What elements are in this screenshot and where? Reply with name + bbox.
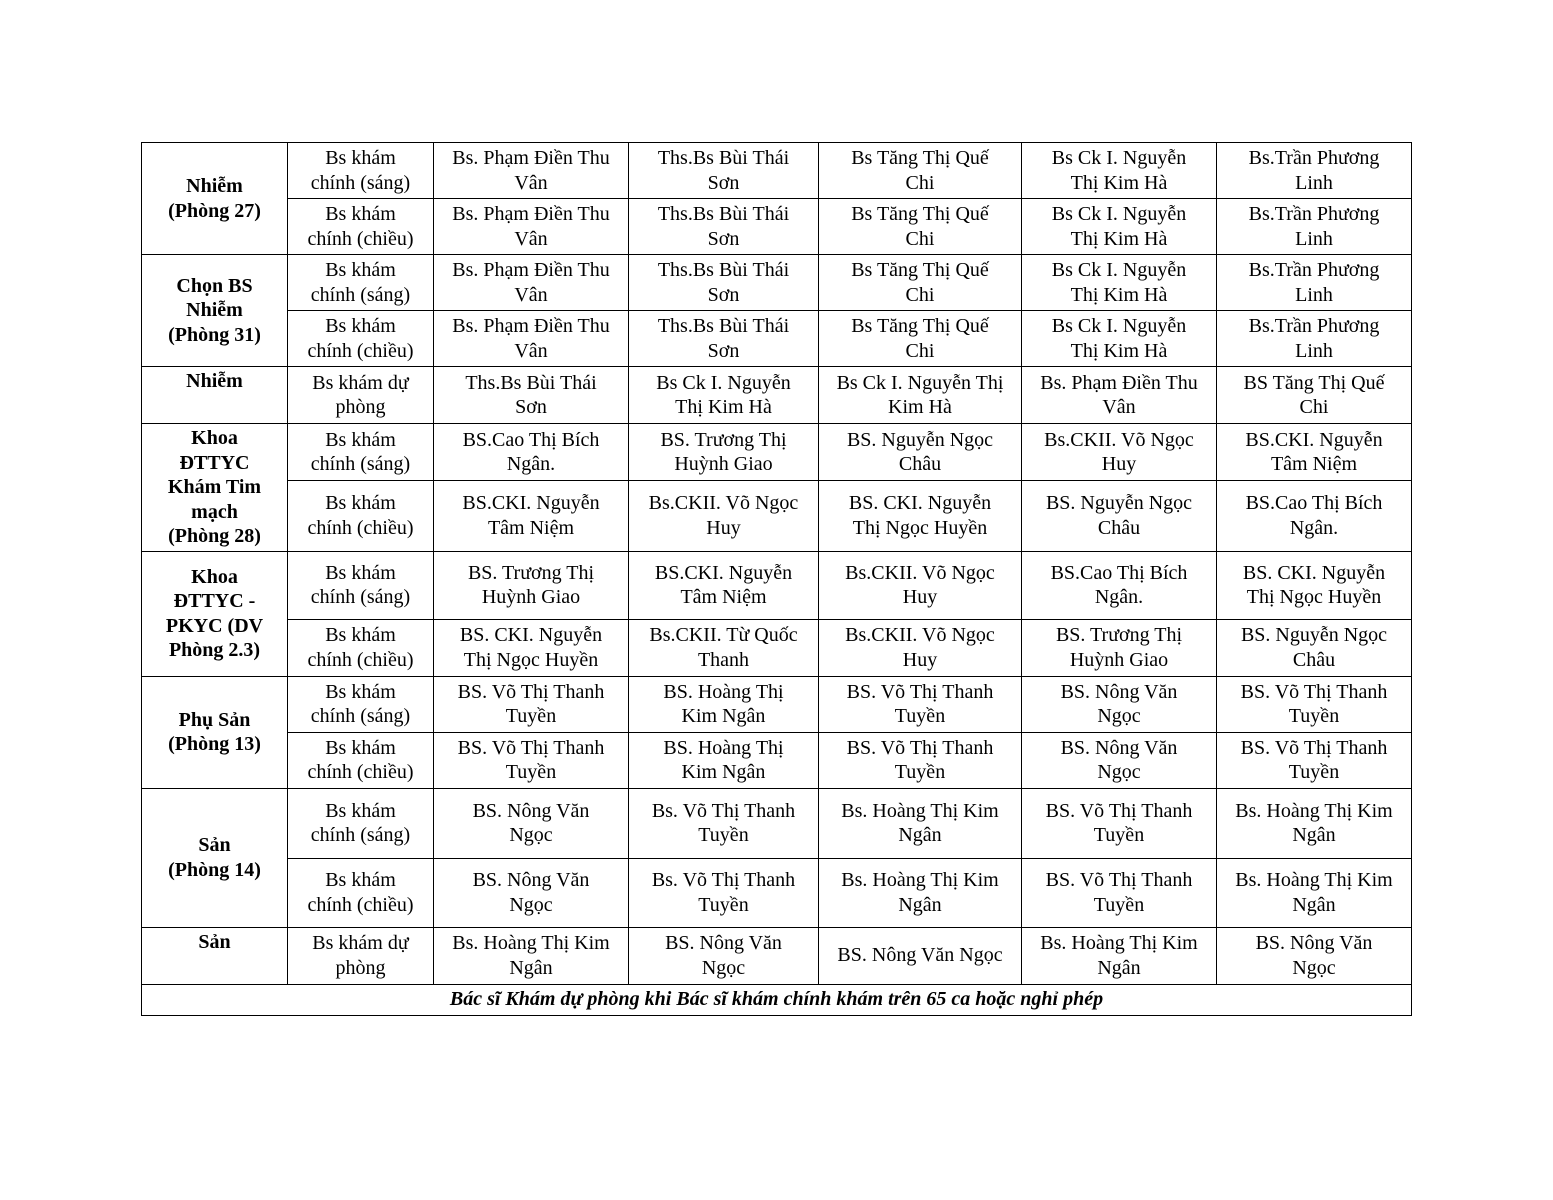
role-cell: Bs khám chính (chiều): [288, 732, 434, 788]
doctor-cell: Bs Ck I. Nguyễn Thị Kim Hà: [819, 367, 1022, 424]
doctor-cell: Bs Ck I. Nguyễn Thị Kim Hà: [1022, 199, 1217, 255]
doctor-cell: BS. Võ Thị Thanh Tuyền: [434, 676, 629, 732]
doctor-cell: Bs Tăng Thị Quế Chi: [819, 311, 1022, 367]
doctor-cell: BS. Võ Thị Thanh Tuyền: [819, 676, 1022, 732]
doctor-cell: Bs.CKII. Võ Ngọc Huy: [819, 551, 1022, 619]
doctor-cell: Bs. Hoàng Thị Kim Ngân: [1217, 858, 1412, 927]
doctor-cell: BS. Hoàng Thị Kim Ngân: [629, 676, 819, 732]
doctor-cell: BS.Cao Thị Bích Ngân.: [1022, 551, 1217, 619]
doctor-cell: BS. Nguyễn Ngọc Châu: [819, 424, 1022, 481]
department-cell: Sản: [142, 927, 288, 984]
doctor-cell: BS.CKI. Nguyễn Tâm Niệm: [434, 481, 629, 551]
doctor-cell: Bs Ck I. Nguyễn Thị Kim Hà: [629, 367, 819, 424]
table-row: [142, 732, 1412, 788]
doctor-cell: Bs.CKII. Võ Ngọc Huy: [1022, 424, 1217, 481]
role-cell: Bs khám chính (chiều): [288, 481, 434, 551]
doctor-cell: BS. Nguyễn Ngọc Châu: [1022, 481, 1217, 551]
doctor-cell: BS. Võ Thị Thanh Tuyền: [434, 732, 629, 788]
department-cell: Phụ Sản (Phòng 13): [142, 676, 288, 788]
doctor-cell: Bs Ck I. Nguyễn Thị Kim Hà: [1022, 311, 1217, 367]
doctor-cell: BS. Nông Văn Ngọc: [819, 927, 1022, 984]
table-row: [142, 255, 1412, 311]
doctor-cell: Bs. Phạm Điền Thu Vân: [434, 143, 629, 199]
doctor-cell: Ths.Bs Bùi Thái Sơn: [629, 311, 819, 367]
doctor-cell: Bs Tăng Thị Quế Chi: [819, 255, 1022, 311]
table-row: [142, 551, 1412, 619]
doctor-cell: BS. Nguyễn Ngọc Châu: [1217, 619, 1412, 676]
doctor-cell: Bs Ck I. Nguyễn Thị Kim Hà: [1022, 255, 1217, 311]
doctor-cell: BS. Nông Văn Ngọc: [1022, 732, 1217, 788]
doctor-cell: BS. Võ Thị Thanh Tuyền: [1217, 676, 1412, 732]
doctor-cell: Bs. Võ Thị Thanh Tuyền: [629, 858, 819, 927]
footer-note: Bác sĩ Khám dự phòng khi Bác sĩ khám chính khám trên 65 ca hoặc nghỉ phép: [142, 984, 1412, 1015]
table-row: [142, 424, 1412, 481]
table-row: [142, 619, 1412, 676]
table-row: [142, 788, 1412, 858]
doctor-cell: BS. CKI. Nguyễn Thị Ngọc Huyền: [434, 619, 629, 676]
doctor-cell: Bs Tăng Thị Quế Chi: [819, 199, 1022, 255]
doctor-cell: Bs. Phạm Điền Thu Vân: [434, 255, 629, 311]
doctor-cell: BS. Nông Văn Ngọc: [1217, 927, 1412, 984]
doctor-cell: Ths.Bs Bùi Thái Sơn: [629, 199, 819, 255]
role-cell: Bs khám chính (chiều): [288, 199, 434, 255]
doctor-cell: BS. Võ Thị Thanh Tuyền: [1022, 858, 1217, 927]
table-row: [142, 984, 1412, 1015]
doctor-cell: Bs. Hoàng Thị Kim Ngân: [1217, 788, 1412, 858]
doctor-cell: Ths.Bs Bùi Thái Sơn: [629, 143, 819, 199]
role-cell: Bs khám chính (chiều): [288, 311, 434, 367]
role-cell: Bs khám chính (chiều): [288, 858, 434, 927]
doctor-cell: Ths.Bs Bùi Thái Sơn: [629, 255, 819, 311]
doctor-cell: BS.Cao Thị Bích Ngân.: [434, 424, 629, 481]
doctor-cell: BS. Nông Văn Ngọc: [434, 788, 629, 858]
doctor-cell: BS. Võ Thị Thanh Tuyền: [819, 732, 1022, 788]
table-row: [142, 481, 1412, 551]
role-cell: Bs khám chính (sáng): [288, 255, 434, 311]
department-cell: Khoa ĐTTYC - PKYC (DV Phòng 2.3): [142, 551, 288, 676]
department-cell: Chọn BS Nhiễm (Phòng 31): [142, 255, 288, 367]
doctor-cell: BS. Nông Văn Ngọc: [434, 858, 629, 927]
doctor-cell: BS. Võ Thị Thanh Tuyền: [1022, 788, 1217, 858]
role-cell: Bs khám chính (sáng): [288, 788, 434, 858]
doctor-cell: Bs.Trần Phương Linh: [1217, 255, 1412, 311]
doctor-cell: Bs. Hoàng Thị Kim Ngân: [819, 858, 1022, 927]
doctor-cell: BS. Nông Văn Ngọc: [1022, 676, 1217, 732]
role-cell: Bs khám dự phòng: [288, 367, 434, 424]
doctor-cell: BS. Võ Thị Thanh Tuyền: [1217, 732, 1412, 788]
doctor-cell: Bs. Phạm Điền Thu Vân: [434, 199, 629, 255]
doctor-cell: Bs.Trần Phương Linh: [1217, 143, 1412, 199]
doctor-cell: Bs Ck I. Nguyễn Thị Kim Hà: [1022, 143, 1217, 199]
doctor-cell: BS. CKI. Nguyễn Thị Ngọc Huyền: [1217, 551, 1412, 619]
doctor-cell: Bs Tăng Thị Quế Chi: [819, 143, 1022, 199]
doctor-cell: BS.CKI. Nguyễn Tâm Niệm: [629, 551, 819, 619]
role-cell: Bs khám chính (sáng): [288, 551, 434, 619]
doctor-cell: Bs. Hoàng Thị Kim Ngân: [434, 927, 629, 984]
role-cell: Bs khám chính (sáng): [288, 676, 434, 732]
table-row: [142, 367, 1412, 424]
table-row: [142, 927, 1412, 984]
role-cell: Bs khám chính (sáng): [288, 424, 434, 481]
doctor-cell: BS Tăng Thị Quế Chi: [1217, 367, 1412, 424]
doctor-cell: Bs.Trần Phương Linh: [1217, 311, 1412, 367]
doctor-cell: BS. Trương Thị Huỳnh Giao: [629, 424, 819, 481]
schedule-body: [142, 143, 1412, 1016]
doctor-cell: Ths.Bs Bùi Thái Sơn: [434, 367, 629, 424]
role-cell: Bs khám chính (sáng): [288, 143, 434, 199]
department-cell: Sản (Phòng 14): [142, 788, 288, 927]
doctor-cell: Bs.CKII. Võ Ngọc Huy: [819, 619, 1022, 676]
table-row: [142, 143, 1412, 199]
table-row: [142, 858, 1412, 927]
doctor-cell: BS. Trương Thị Huỳnh Giao: [434, 551, 629, 619]
doctor-cell: BS. Nông Văn Ngọc: [629, 927, 819, 984]
doctor-cell: BS. CKI. Nguyễn Thị Ngọc Huyền: [819, 481, 1022, 551]
doctor-cell: BS.CKI. Nguyễn Tâm Niệm: [1217, 424, 1412, 481]
department-cell: Nhiễm: [142, 367, 288, 424]
doctor-cell: BS. Hoàng Thị Kim Ngân: [629, 732, 819, 788]
doctor-cell: Bs. Phạm Điền Thu Vân: [1022, 367, 1217, 424]
doctor-cell: Bs.Trần Phương Linh: [1217, 199, 1412, 255]
doctor-cell: Bs. Hoàng Thị Kim Ngân: [1022, 927, 1217, 984]
department-cell: Khoa ĐTTYC Khám Tim mạch (Phòng 28): [142, 424, 288, 552]
doctor-schedule-table: [141, 142, 1412, 1016]
table-row: [142, 199, 1412, 255]
doctor-cell: Bs. Phạm Điền Thu Vân: [434, 311, 629, 367]
doctor-cell: Bs.CKII. Từ Quốc Thanh: [629, 619, 819, 676]
table-row: [142, 676, 1412, 732]
role-cell: Bs khám dự phòng: [288, 927, 434, 984]
role-cell: Bs khám chính (chiều): [288, 619, 434, 676]
doctor-cell: Bs. Hoàng Thị Kim Ngân: [819, 788, 1022, 858]
doctor-cell: BS.Cao Thị Bích Ngân.: [1217, 481, 1412, 551]
doctor-cell: Bs. Võ Thị Thanh Tuyền: [629, 788, 819, 858]
doctor-cell: BS. Trương Thị Huỳnh Giao: [1022, 619, 1217, 676]
doctor-cell: Bs.CKII. Võ Ngọc Huy: [629, 481, 819, 551]
department-cell: Nhiễm (Phòng 27): [142, 143, 288, 255]
table-row: [142, 311, 1412, 367]
